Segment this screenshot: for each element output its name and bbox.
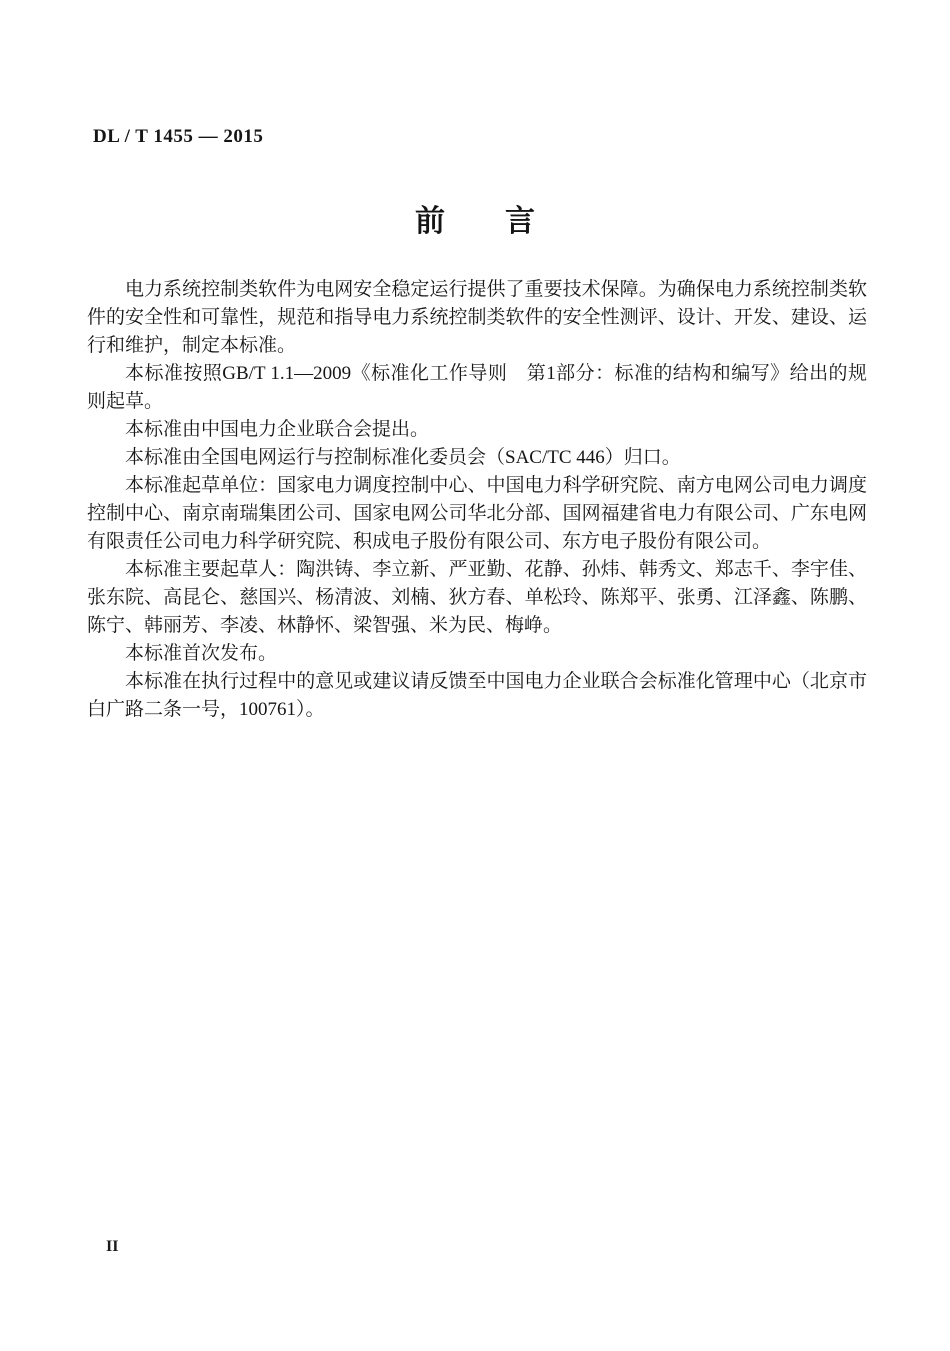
paragraph-drafting-organizations: 本标准起草单位：国家电力调度控制中心、中国电力科学研究院、南方电网公司电力调度控制中心、南京南瑞集团公司、国家电网公司华北分部、国网福建省电力有限公司、广东电网有限责任公司电力科学研究院、积成电子股份有限公司、东方电子股份有限公司。 [87, 475, 867, 552]
paragraph-first-release: 本标准首次发布。 [125, 643, 278, 664]
foreword-body [87, 276, 867, 724]
page-title: 前言 [415, 205, 595, 238]
paragraph-drafters: 本标准主要起草人：陶洪铸、李立新、严亚勤、花静、孙炜、韩秀文、郑志千、李宇佳、张东院、高昆仑、慈国兴、杨清波、刘楠、狄方春、单松玲、陈郑平、张勇、江泽鑫、陈鹏、陈宁、韩丽芳、李凌、林静怀、梁智强、米为民、梅峥。 [87, 559, 867, 636]
paragraph-proposed-by: 本标准由中国电力企业联合会提出。 [125, 419, 430, 440]
standard-number: DL / T 1455 — 2015 [93, 126, 264, 147]
paragraph-intro: 电力系统控制类软件为电网安全稳定运行提供了重要技术保障。为确保电力系统控制类软件的安全性和可靠性，规范和指导电力系统控制类软件的安全性测评、设计、开发、建设、运行和维护，制定本标准。 [87, 279, 867, 356]
paragraph-centralized-by: 本标准由全国电网运行与控制标准化委员会（SAC/TC 446）归口。 [125, 447, 681, 468]
paragraph-drafting-rules: 本标准按照GB/T 1.1—2009《标准化工作导则 第1部分：标准的结构和编写》给出的规则起草。 [87, 363, 867, 412]
page-number: II [106, 1238, 119, 1255]
paragraph-feedback: 本标准在执行过程中的意见或建议请反馈至中国电力企业联合会标准化管理中心（北京市白广路二条一号，100761）。 [87, 671, 867, 720]
